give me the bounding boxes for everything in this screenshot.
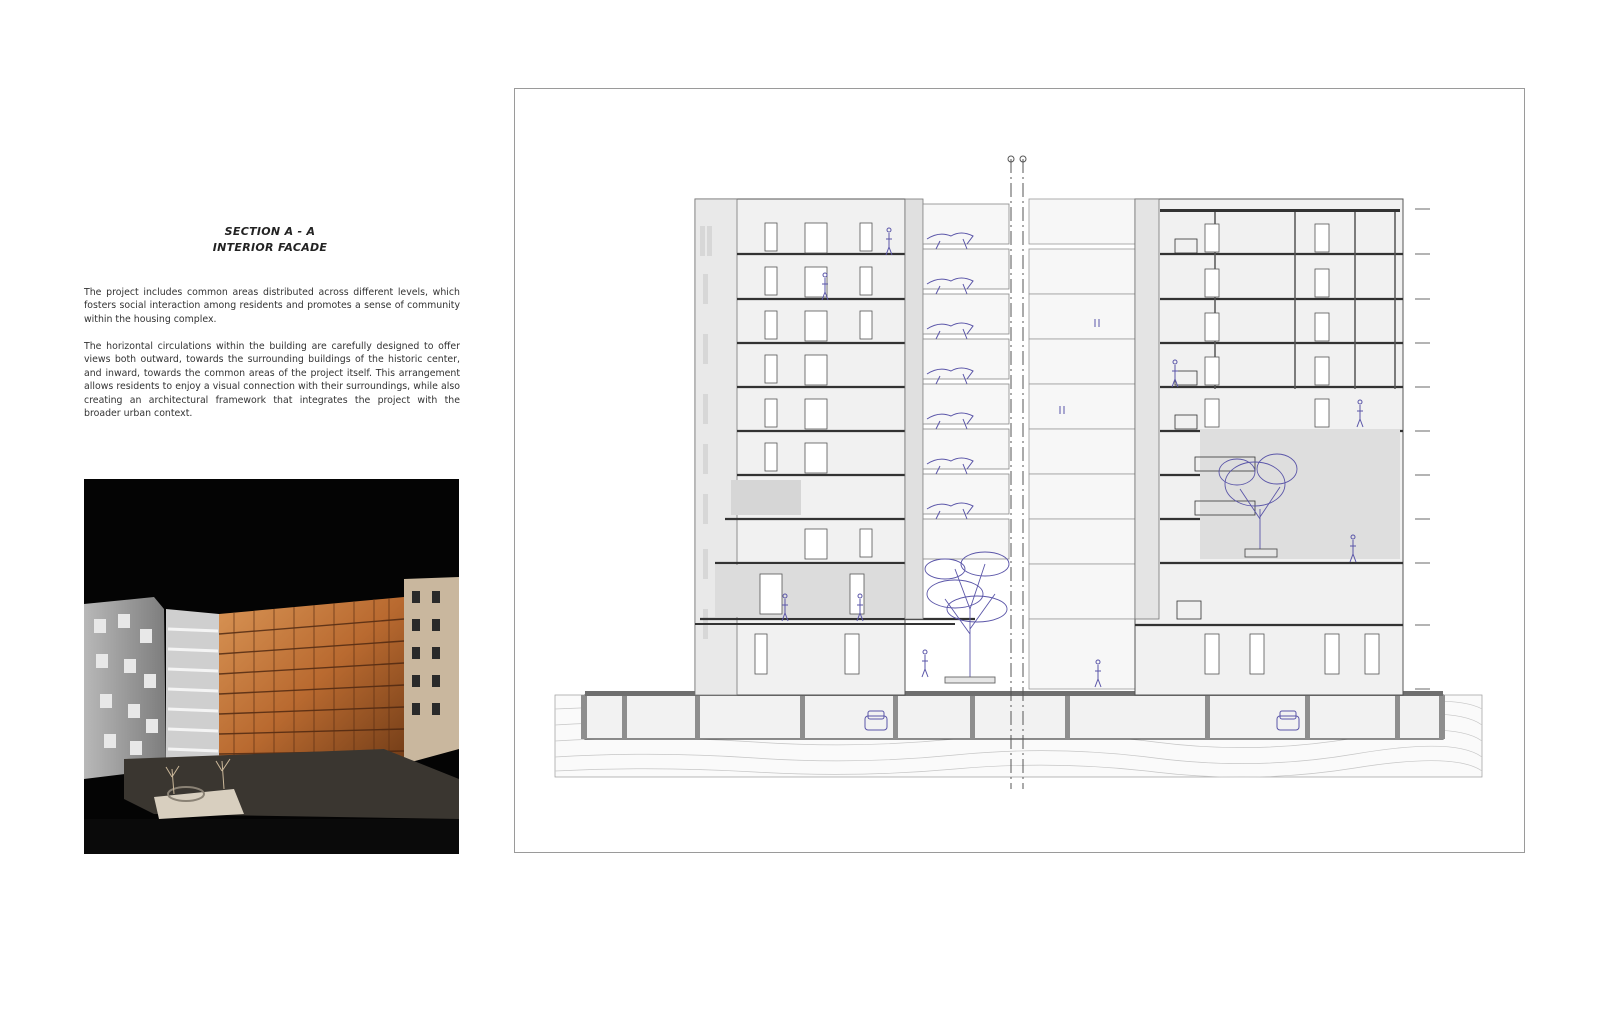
- section-drawing-frame: [514, 88, 1525, 853]
- courtyard-tree: [925, 552, 1009, 683]
- model-right-block: [404, 577, 459, 764]
- right-gallery: [1029, 199, 1135, 689]
- right-building: [1135, 199, 1403, 695]
- section-title: [170, 224, 370, 256]
- level-markers: [1415, 209, 1430, 689]
- model-photo: [84, 479, 459, 854]
- section-title-line1: SECTION A - A: [224, 225, 316, 238]
- section-drawing: [515, 89, 1524, 852]
- section-title-line2: INTERIOR FACADE: [212, 241, 328, 254]
- description-paragraph-1: The project includes common areas distributed across different levels, which fosters social interaction among residents and promotes a sense of community within the housing complex.: [84, 287, 460, 325]
- model-wooden-facade: [219, 597, 404, 774]
- description-paragraph-2: The horizontal circulations within the building are carefully designed to offer views both outward, towards the surrounding buildings of the historic center, and inward, towards the common areas of the project itself. This arrangement allows residents to enjoy a visual connection with their surroundings, while also creating an architectural framework that integrates the project with the broader urban context.: [84, 341, 460, 420]
- basement-level: [581, 691, 1445, 739]
